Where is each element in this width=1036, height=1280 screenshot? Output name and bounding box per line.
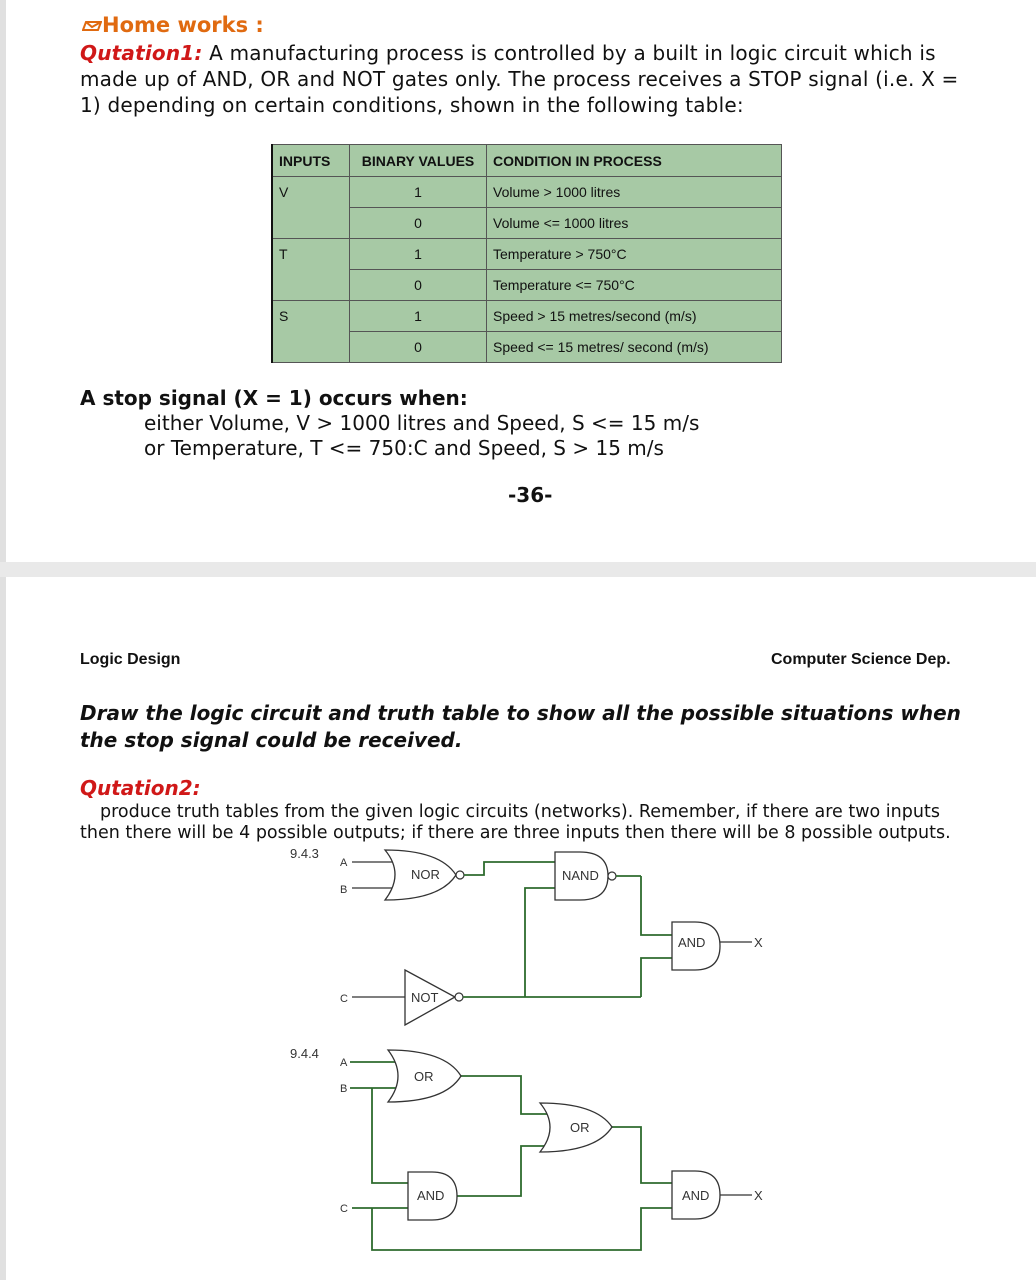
header-department: Computer Science Dep. [771, 651, 951, 668]
condition-table [271, 144, 782, 363]
input-a-label: A [340, 857, 348, 869]
row-value: 0 [350, 270, 487, 301]
row-condition: Temperature <= 750°C [487, 270, 782, 301]
circuit-9-4-4 [290, 1046, 763, 1250]
row-input: V [272, 177, 350, 208]
logic-circuits [0, 840, 1036, 1260]
or-gate-2 [540, 1103, 612, 1152]
table-row [272, 208, 782, 239]
page-number: -36- [508, 483, 553, 507]
table-row [272, 239, 782, 270]
circuit-943-id: 9.4.3 [290, 846, 319, 861]
stop-condition-1: either Volume, V > 1000 litres and Speed, S <= 15 m/s [144, 411, 700, 435]
question-1-label: Qutation1: [80, 41, 203, 65]
circuit-9-4-3 [290, 846, 763, 1025]
row-input [272, 208, 350, 239]
nand-label: NAND [562, 868, 599, 883]
output-x-label: X [754, 935, 763, 950]
table-row [272, 301, 782, 332]
row-value: 0 [350, 208, 487, 239]
row-input [272, 270, 350, 301]
stop-signal-conditions [80, 386, 699, 461]
table-row [272, 177, 782, 208]
row-value: 0 [350, 332, 487, 363]
table-header-row [272, 145, 782, 177]
header-course: Logic Design [80, 651, 181, 668]
row-condition: Speed <= 15 metres/ second (m/s) [487, 332, 782, 363]
not-gate [405, 970, 641, 1025]
question-2-line-1: produce truth tables from the given logic circuits (networks). Remember, if there are two inputs [100, 802, 940, 822]
question-2-line-2: then there will be 4 possible outputs; if there are three inputs then there will be 8 possible outputs. [80, 823, 951, 843]
and-1-label: AND [417, 1188, 445, 1203]
header-binary-values: BINARY VALUES [350, 145, 487, 177]
input-b-label: B [340, 884, 348, 896]
row-condition: Volume > 1000 litres [487, 177, 782, 208]
not-label: NOT [411, 990, 439, 1005]
row-input [272, 332, 350, 363]
input-a-label: A [340, 1057, 348, 1069]
homework-heading [82, 13, 264, 37]
stop-heading: A stop signal (X = 1) occurs when: [80, 386, 468, 410]
row-value: 1 [350, 239, 487, 270]
question-2-text [80, 802, 1010, 844]
or-gate-1 [388, 1050, 461, 1102]
homework-title: Home works : [102, 13, 264, 37]
and-2-label: AND [682, 1188, 710, 1203]
row-value: 1 [350, 301, 487, 332]
question-1-text: A manufacturing process is controlled by a built in logic circuit which is made up of AND, OR and NOT gates only. The process receives a STOP signal (i.e. X = 1) depending on certain conditions, shown in the following table: [80, 41, 959, 117]
stop-condition-2: or Temperature, T <= 750:C and Speed, S > 15 m/s [144, 436, 664, 460]
row-input: T [272, 239, 350, 270]
table-row [272, 270, 782, 301]
row-input: S [272, 301, 350, 332]
nor-gate [385, 850, 464, 900]
pen-icon [82, 18, 102, 32]
output-x-label: X [754, 1188, 763, 1203]
row-value: 1 [350, 177, 487, 208]
nor-label: NOR [411, 867, 440, 882]
and-label: AND [678, 935, 706, 950]
or-1-label: OR [414, 1069, 434, 1084]
row-condition: Temperature > 750°C [487, 239, 782, 270]
and-gate-output [672, 922, 763, 970]
and-gate-1 [408, 1172, 457, 1220]
input-c-label: C [340, 993, 348, 1005]
header-condition: CONDITION IN PROCESS [487, 145, 782, 177]
input-b-label: B [340, 1083, 348, 1095]
instruction-text: Draw the logic circuit and truth table to show all the possible situations when the stop signal could be received. [80, 701, 961, 752]
nand-gate [555, 852, 641, 900]
question-1 [80, 40, 985, 118]
circuit-944-id: 9.4.4 [290, 1046, 319, 1061]
question-2-label: Qutation2: [80, 776, 201, 800]
header-inputs: INPUTS [272, 145, 350, 177]
and-gate-output [672, 1171, 763, 1219]
row-condition: Speed > 15 metres/second (m/s) [487, 301, 782, 332]
input-c-label: C [340, 1203, 348, 1215]
row-condition: Volume <= 1000 litres [487, 208, 782, 239]
table-row [272, 332, 782, 363]
or-2-label: OR [570, 1120, 590, 1135]
